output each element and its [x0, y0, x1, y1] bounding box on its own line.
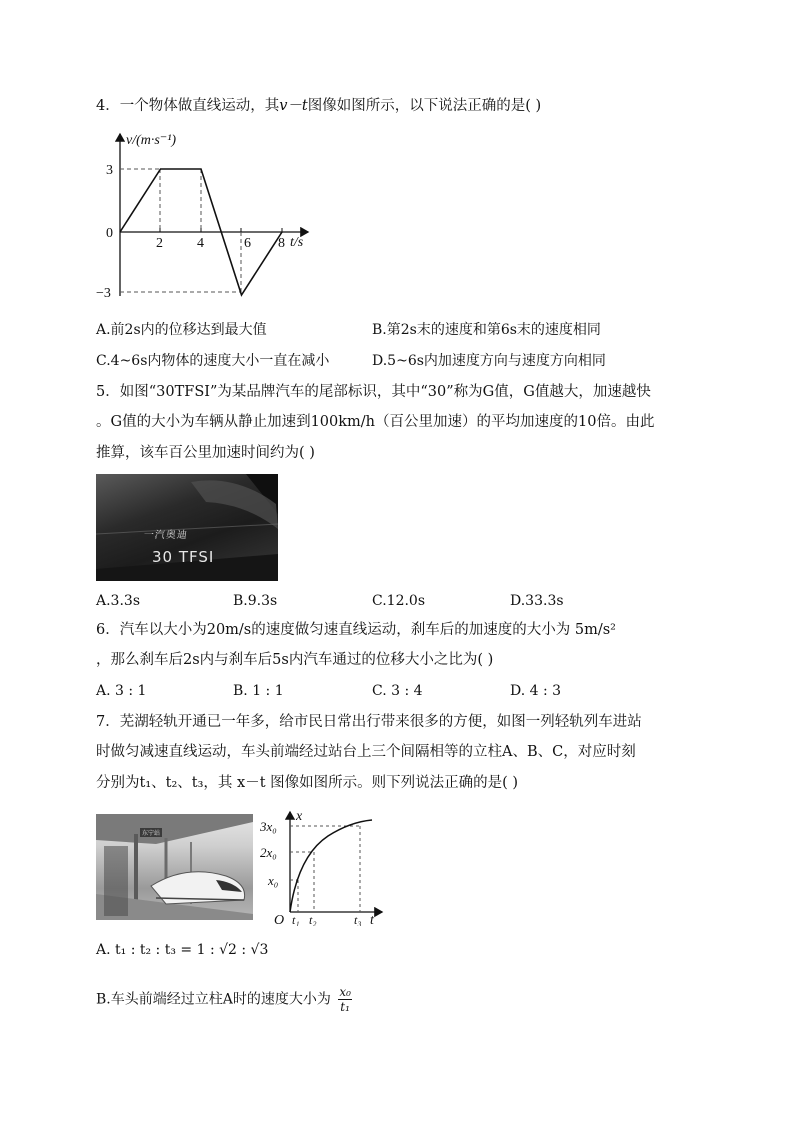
q6-option-c[interactable]: C. 3 : 4	[372, 683, 423, 699]
q4-stem	[96, 96, 541, 116]
q7-ytick-3x0: 3x₀	[260, 819, 277, 834]
q7-option-b-num: x₀	[339, 985, 351, 999]
q5-line1: 5．如图“30TFSI”为某品牌汽车的尾部标识，其中“30”称为G值，G值越大，加速越快	[96, 384, 651, 400]
q4-ytick-m3: −3	[96, 286, 111, 301]
q7-ytick-2x0: 2x₀	[260, 845, 277, 860]
q7-option-a[interactable]: A. t₁ : t₂ : t₃ = 1 : √2 : √3	[96, 942, 269, 958]
q6-line2: ，那么刹车后2s内与刹车后5s内汽车通过的位移大小之比为( )	[96, 652, 494, 668]
q5-line3: 推算，该车百公里加速时间约为( )	[96, 445, 315, 461]
q4-xtick-4: 4	[197, 236, 204, 251]
q6-option-d[interactable]: D. 4 : 3	[510, 683, 562, 699]
q7-option-b-den: t₁	[340, 1000, 350, 1014]
q7-xtick-t1: t₁	[292, 913, 300, 926]
q4-stem-b: 图像如图所示，以下说法正确的是( )	[307, 98, 542, 114]
q4-option-d[interactable]: D.5~6s内加速度方向与速度方向相同	[372, 353, 606, 369]
q7-option-b-text: B.车头前端经过立柱A时的速度大小为	[96, 991, 331, 1008]
q5-badge-bottom: 30 TFSI	[152, 548, 215, 566]
q7-ytick-x0: x₀	[268, 873, 279, 888]
q7-xtick-t3: t₃	[354, 913, 362, 926]
q7-station-sign: 东宁站	[142, 830, 161, 837]
q6-line1: 6．汽车以大小为20m/s的速度做匀速直线运动，刹车后的加速度的大小为 5m/s²	[96, 622, 616, 638]
q4-option-b[interactable]: B.第2s末的速度和第6s末的速度相同	[372, 322, 601, 338]
q4-option-a[interactable]: A.前2s内的位移达到最大值	[96, 322, 267, 338]
q6-option-a[interactable]: A. 3 : 1	[96, 683, 147, 699]
q4-ytick-3: 3	[106, 163, 113, 178]
q7-line3: 分别为t₁、t₂、t₃，其 x－t 图像如图所示。则下列说法正确的是( )	[96, 775, 519, 791]
q7-option-b-fraction	[338, 985, 352, 1014]
q5-option-c[interactable]: C.12.0s	[372, 593, 426, 609]
q7-train-photo	[96, 814, 253, 920]
q4-xtick-6: 6	[244, 236, 251, 251]
q5-option-d[interactable]: D.33.3s	[510, 593, 564, 609]
q5-option-a[interactable]: A.3.3s	[96, 593, 141, 609]
q7-option-b[interactable]	[96, 985, 352, 1014]
q7-line1: 7．芜湖轻轨开通已一年多，给市民日常出行带来很多的方便，如图一列轻轨列车进站	[96, 714, 642, 730]
q5-car-photo	[96, 474, 278, 581]
q4-stem-var: v－t	[279, 98, 308, 114]
q7-ylabel: x	[296, 809, 303, 824]
q4-xtick-8: 8	[278, 236, 285, 251]
q7-xt-graph	[258, 806, 386, 926]
q7-train-photo-shapes	[96, 814, 253, 920]
q6-option-b[interactable]: B. 1 : 1	[233, 683, 284, 699]
q4-option-c[interactable]: C.4~6s内物体的速度大小一直在减小	[96, 353, 330, 369]
q7-xtick-t2: t₂	[309, 913, 317, 926]
q5-badge-top: 一汽奥迪	[142, 530, 189, 541]
q4-stem-a: 4．一个物体做直线运动，其	[96, 98, 280, 114]
q5-option-b[interactable]: B.9.3s	[233, 593, 278, 609]
q7-line2: 时做匀减速直线运动，车头前端经过站台上三个间隔相等的立柱A、B、C，对应时刻	[96, 744, 636, 760]
q4-ytick-0: 0	[106, 226, 113, 241]
q5-line2: 。G值的大小为车辆从静止加速到100km/h（百公里加速）的平均加速度的10倍。由此	[96, 414, 655, 430]
q4-ylabel: v/(m·s⁻¹)	[126, 133, 177, 148]
q4-xtick-2: 2	[156, 236, 163, 251]
q4-xlabel: t/s	[290, 235, 304, 250]
q4-vt-graph	[96, 126, 336, 314]
q7-origin: O	[274, 913, 285, 926]
q7-xlabel: t	[370, 913, 374, 926]
